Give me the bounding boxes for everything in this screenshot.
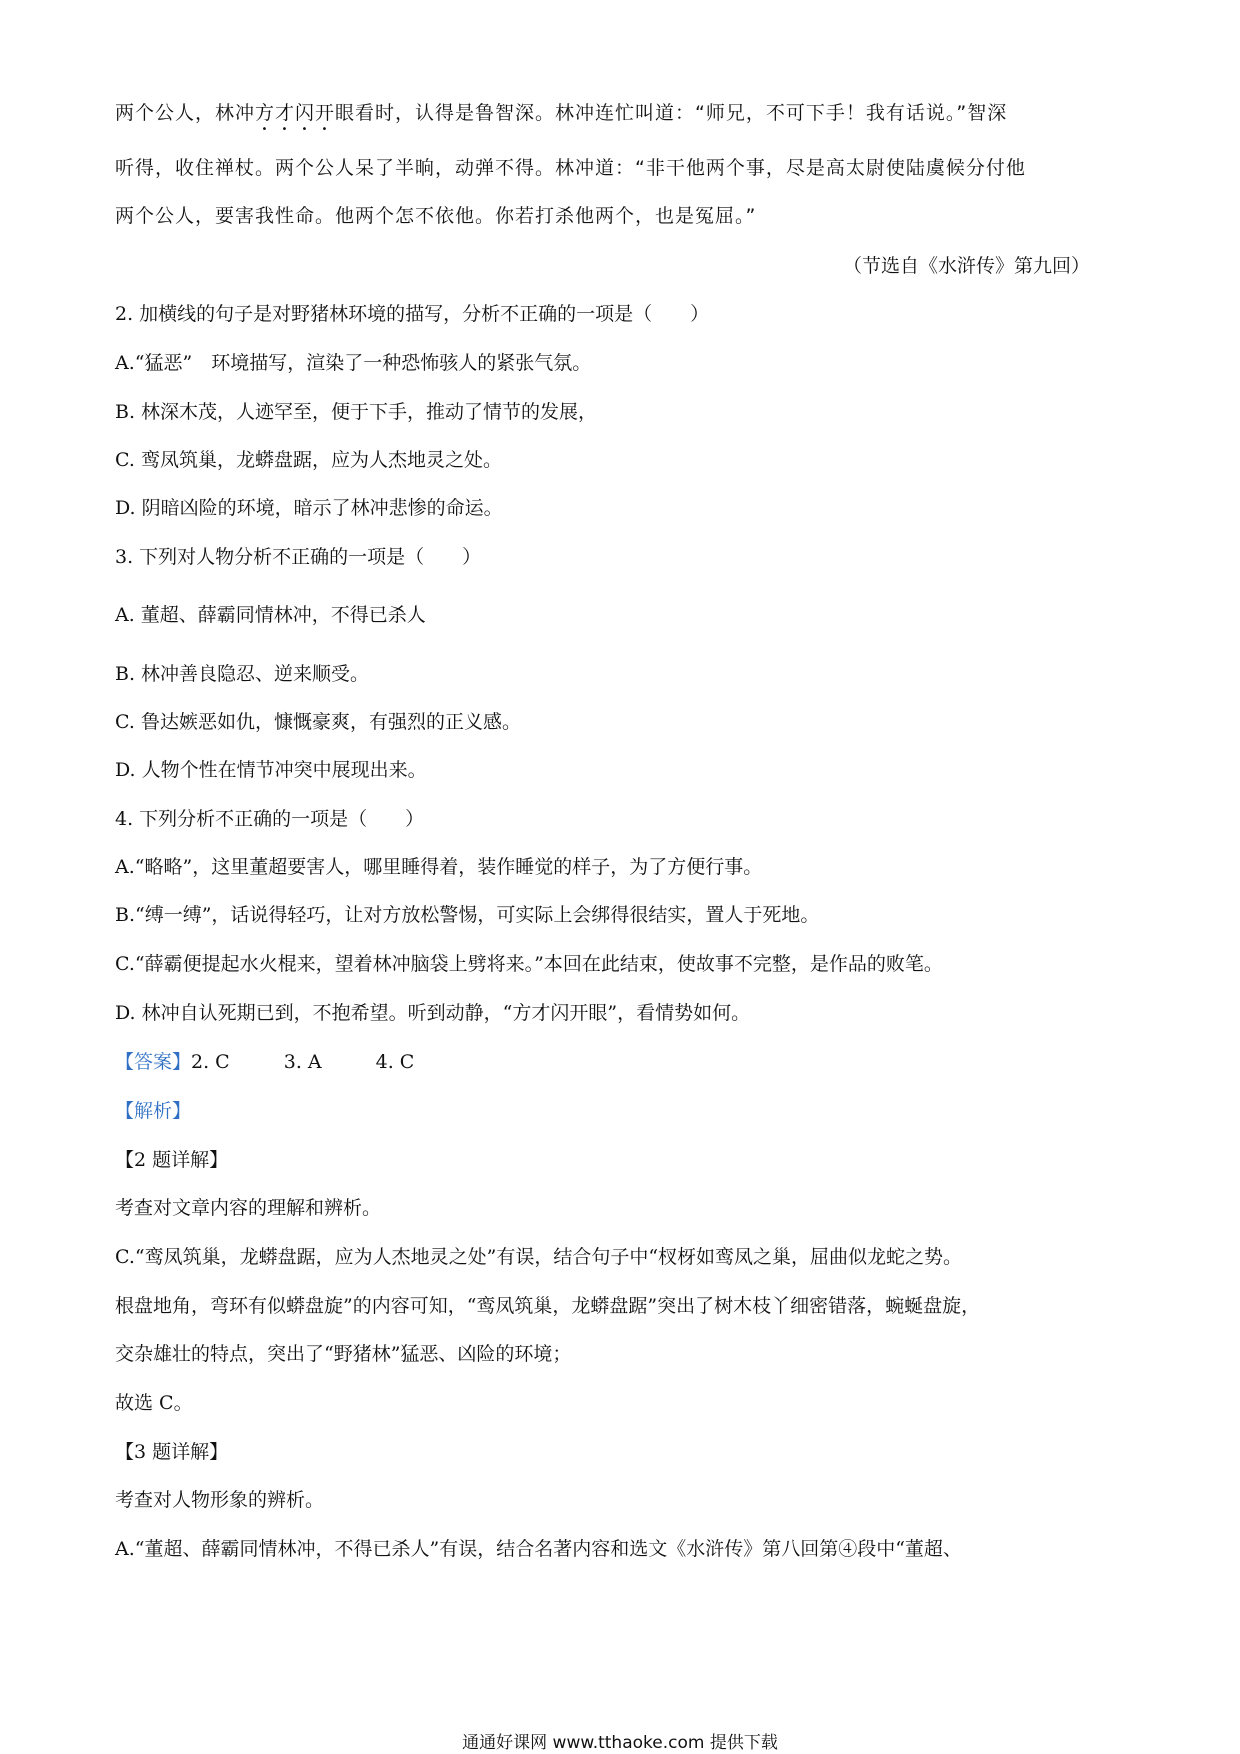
page-footer: 通通好课网 www.tthaoke.com 提供下载 xyxy=(462,1733,778,1753)
analysis-label: 【解析】 xyxy=(115,1100,192,1122)
question-2-option-c: C. 鸾凤筑巢，龙蟒盘踞，应为人杰地灵之处。 xyxy=(115,449,502,471)
analysis-text: 考查对文章内容的理解和辨析。 xyxy=(115,1197,382,1219)
question-3-stem: 3. 下列对人物分析不正确的一项是（ ） xyxy=(115,546,482,568)
question-4-option-b: B.“缚一缚”，话说得轻巧，让对方放松警惕，可实际上会绑得很结实，置人于死地。 xyxy=(115,904,820,926)
answer-label: 【答案】 xyxy=(115,1051,192,1073)
passage-line-3: 两个公人，要害我性命。他两个怎不依他。你若打杀他两个，也是冤屈。” xyxy=(115,205,757,227)
passage-line-1 xyxy=(115,102,1007,135)
question-3-option-d: D. 人物个性在情节冲突中展现出来。 xyxy=(115,759,427,781)
question-3-option-b: B. 林冲善良隐忍、逆来顺受。 xyxy=(115,663,370,685)
passage-text: 两个公人，林冲 xyxy=(115,102,256,124)
question-3-option-c: C. 鲁达嫉恶如仇，慷慨豪爽，有强烈的正义感。 xyxy=(115,711,521,733)
analysis-text: 交杂雄壮的特点，突出了“野猪林”猛恶、凶险的环境； xyxy=(115,1343,572,1365)
question-4-option-d: D. 林冲自认死期已到，不抱希望。听到动静，“方才闪开眼”，看情势如何。 xyxy=(115,1002,751,1024)
analysis-text: 故选 C。 xyxy=(115,1392,193,1414)
question-4-option-c: C.“薛霸便提起水火棍来，望着林冲脑袋上劈将来。”本回在此结束，使故事不完整，是作品的败笔。 xyxy=(115,953,943,975)
passage-text: 眼看时，认得是鲁智深。林冲连忙叫道：“师兄，不可下手！我有话说。”智深 xyxy=(335,102,1008,124)
answer-4: 4. C xyxy=(375,1051,415,1073)
answer-3: 3. A xyxy=(283,1051,322,1073)
question-2-stem: 2. 加横线的句子是对野猪林环境的描写，分析不正确的一项是（ ） xyxy=(115,303,710,325)
question-3-option-a: A. 董超、薛霸同情林冲，不得已杀人 xyxy=(115,604,426,626)
analysis-text: 考查对人物形象的辨析。 xyxy=(115,1489,325,1511)
analysis-text: A.“董超、薛霸同情林冲，不得已杀人”有误，结合名著内容和选文《水浒传》第八回第④段中“董超、 xyxy=(115,1538,962,1560)
question-4-option-a: A.“略略”，这里董超要害人，哪里睡得着，装作睡觉的样子，为了方便行事。 xyxy=(115,856,763,878)
q2-detail-header: 【2 题详解】 xyxy=(115,1149,229,1171)
question-2-option-d: D. 阴暗凶险的环境，暗示了林冲悲惨的命运。 xyxy=(115,497,503,519)
analysis-text: C.“鸾凤筑巢，龙蟒盘踞，应为人杰地灵之处”有误，结合句子中“杈枒如鸾凤之巢，屈曲似龙蛇之势。 xyxy=(115,1246,963,1268)
analysis-text: 根盘地角，弯环有似蟒盘旋”的内容可知，“鸾凤筑巢，龙蟒盘踞”突出了树木枝丫细密错落，蜿蜒盘旋， xyxy=(115,1295,981,1317)
question-2-option-a: A.“猛恶” 环境描写，渲染了一种恐怖骇人的紧张气氛。 xyxy=(115,352,592,374)
answer-line xyxy=(115,1053,414,1072)
answer-2: 2. C xyxy=(191,1051,230,1073)
question-2-option-b: B. 林深木茂，人迹罕至，便于下手，推动了情节的发展， xyxy=(115,401,598,423)
emphasized-text: 方才闪开 xyxy=(255,102,336,124)
q3-detail-header: 【3 题详解】 xyxy=(115,1441,229,1463)
passage-line-2: 听得，收住禅杖。两个公人呆了半晌，动弹不得。林冲道：“非干他两个事，尽是高太尉使陆虞候分付他 xyxy=(115,157,1026,179)
passage-source: （节选自《水浒传》第九回） xyxy=(842,255,1090,277)
question-4-stem: 4. 下列分析不正确的一项是（ ） xyxy=(115,808,425,830)
